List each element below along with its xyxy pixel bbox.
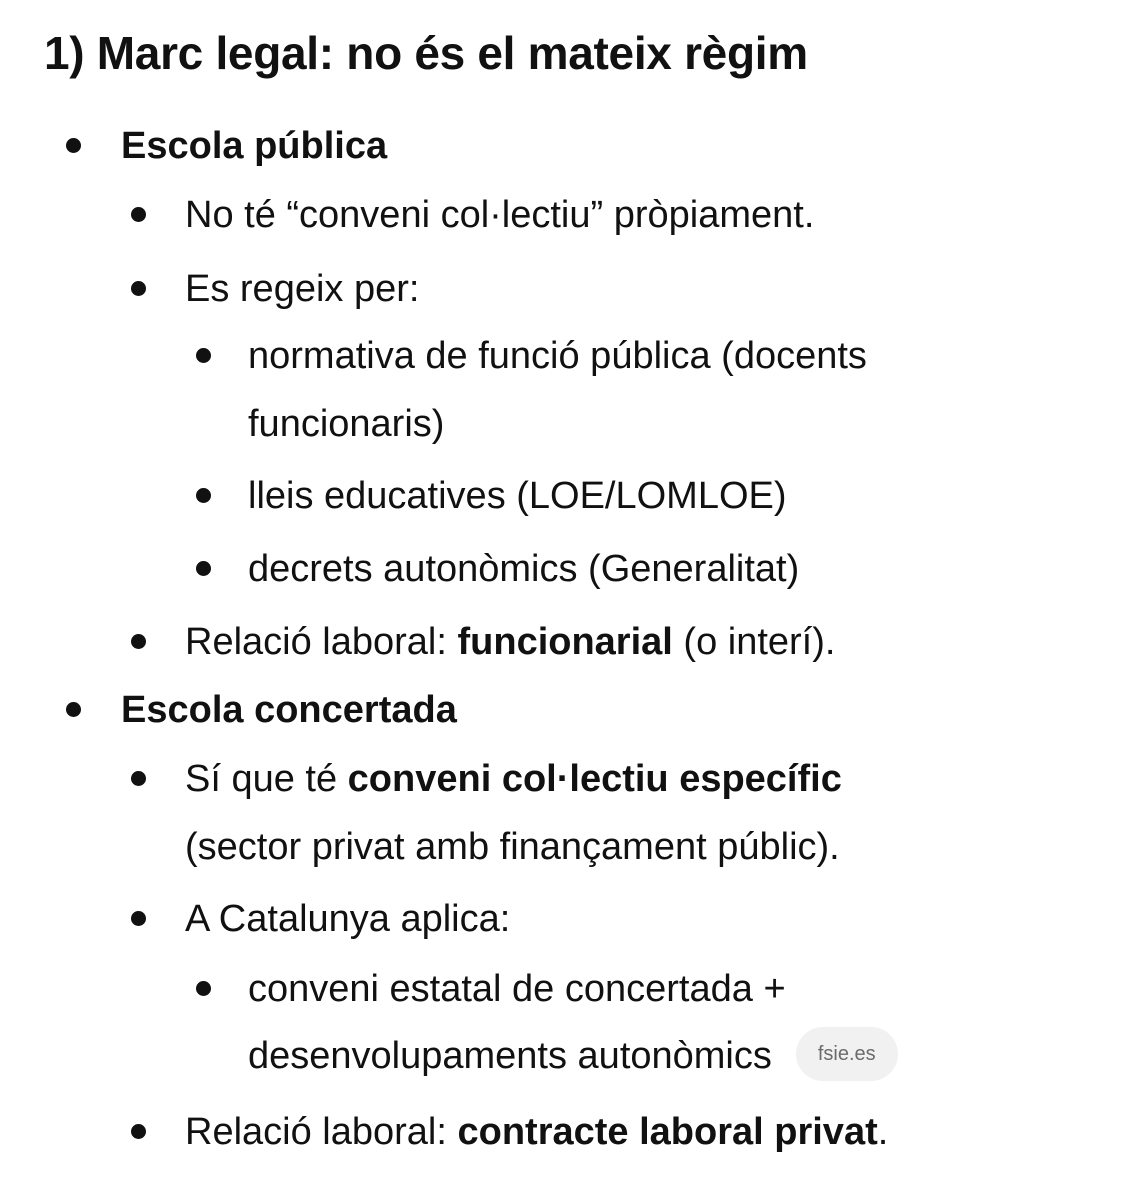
section-heading: 1) Marc legal: no és el mateix règim — [44, 27, 808, 79]
bullet-icon — [66, 138, 81, 153]
item-prefix: Relació laboral: — [185, 621, 458, 663]
sub-list-item-continuation — [248, 1022, 898, 1090]
bullet-icon — [131, 281, 146, 296]
section-title-publica — [121, 112, 387, 180]
item-bold: conveni col·lectiu específic — [347, 758, 842, 800]
item-bold: funcionarial — [457, 621, 673, 663]
section-title-text: Escola concertada — [121, 689, 457, 731]
sub-list-item: conveni estatal de concertada + — [248, 968, 786, 1010]
section-title-concertada — [121, 676, 457, 744]
sub-list-item: decrets autonòmics (Generalitat) — [248, 548, 800, 590]
bullet-icon — [131, 1124, 146, 1139]
bullet-icon — [196, 561, 211, 576]
list-item — [185, 608, 835, 676]
bullet-icon — [131, 634, 146, 649]
bullet-icon — [196, 348, 211, 363]
source-chip[interactable]: fsie.es — [796, 1027, 898, 1081]
item-bold: contracte laboral privat — [457, 1111, 878, 1153]
item-prefix: Sí que té — [185, 758, 348, 800]
item-suffix: (o interí). — [672, 621, 836, 663]
bullet-icon — [131, 911, 146, 926]
sub-list-item: normativa de funció pública (docents — [248, 335, 867, 377]
list-item-continuation: (sector privat amb finançament públic). — [185, 826, 840, 868]
sub-item-text: desenvolupaments autonòmics — [248, 1035, 772, 1077]
sub-list-item: lleis educatives (LOE/LOMLOE) — [248, 475, 787, 517]
bullet-icon — [196, 488, 211, 503]
list-item — [185, 745, 842, 813]
item-prefix: Relació laboral: — [185, 1111, 458, 1153]
bullet-icon — [196, 981, 211, 996]
bullet-icon — [131, 207, 146, 222]
bullet-icon — [66, 702, 81, 717]
sub-list-item-continuation: funcionaris) — [248, 403, 445, 445]
section-title-text: Escola pública — [121, 125, 388, 167]
item-suffix: . — [877, 1111, 889, 1153]
bullet-icon — [131, 771, 146, 786]
list-item: A Catalunya aplica: — [185, 898, 511, 940]
list-item — [185, 1098, 888, 1166]
list-item: No té “conveni col·lectiu” pròpiament. — [185, 194, 815, 236]
list-item: Es regeix per: — [185, 268, 420, 310]
